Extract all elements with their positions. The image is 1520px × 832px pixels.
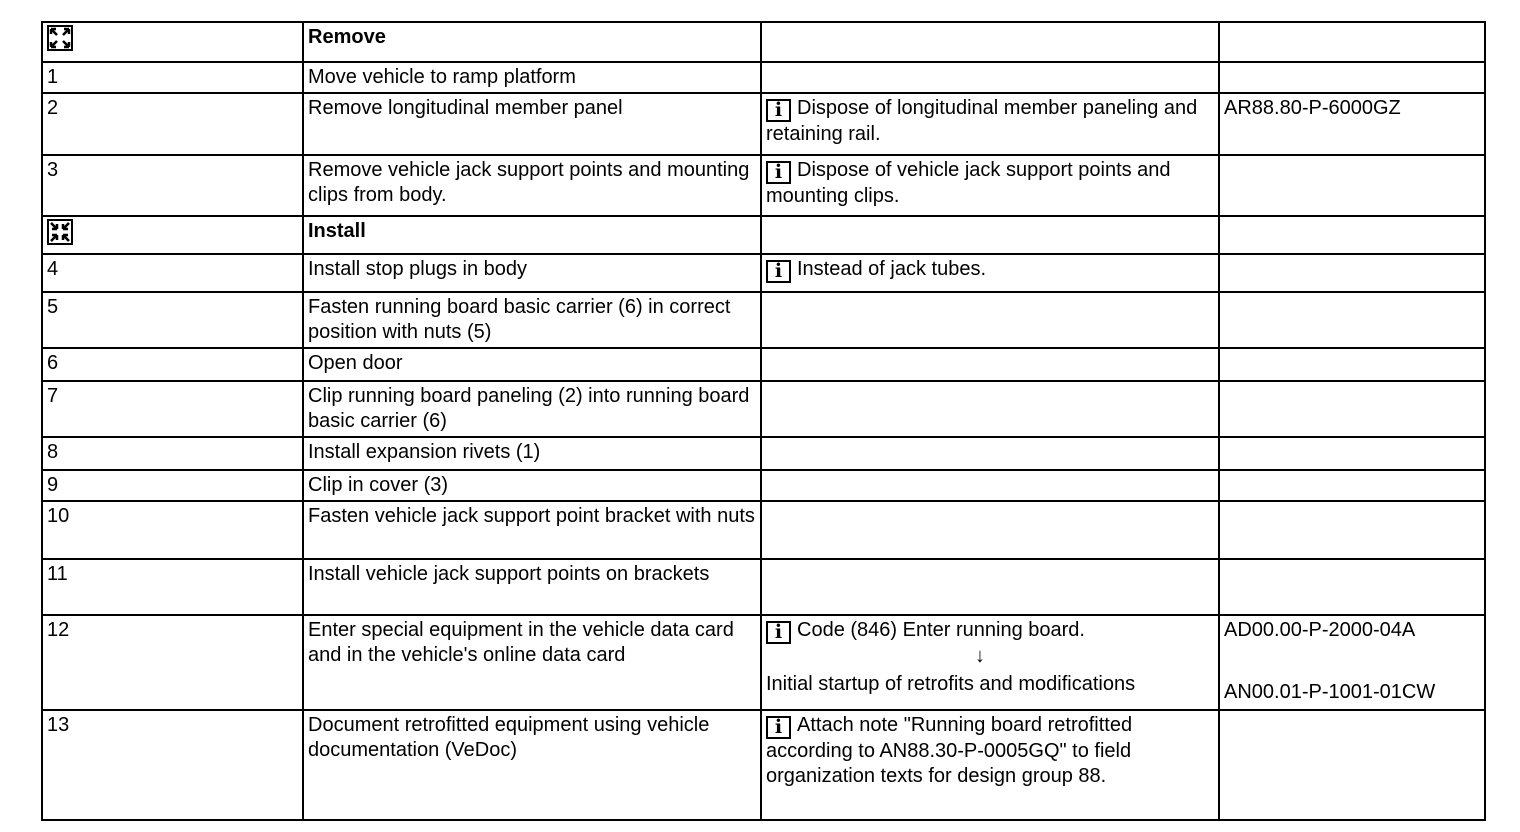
table-row xyxy=(42,559,1485,615)
table-row xyxy=(42,155,1485,216)
remove-section-icon xyxy=(47,25,73,51)
step-number: 1 xyxy=(42,62,303,93)
note-text: Dispose of longitudinal member paneling and retaining rail. xyxy=(766,97,1198,145)
note-text: Dispose of vehicle jack support points and mounting clips. xyxy=(766,159,1171,207)
empty-cell xyxy=(761,470,1219,501)
info-icon: i xyxy=(766,621,791,644)
step-action: Move vehicle to ramp platform xyxy=(303,62,761,93)
step-action: Document retrofitted equipment using vehicle documentation (VeDoc) xyxy=(303,710,761,820)
step-action: Install vehicle jack support points on brackets xyxy=(303,559,761,615)
step-number: 9 xyxy=(42,470,303,501)
step-note xyxy=(761,155,1219,216)
step-number: 6 xyxy=(42,348,303,381)
step-number: 11 xyxy=(42,559,303,615)
step-action: Clip running board paneling (2) into running board basic carrier (6) xyxy=(303,381,761,437)
table-row xyxy=(42,292,1485,348)
table-row xyxy=(42,710,1485,820)
table-row xyxy=(42,93,1485,155)
info-icon: i xyxy=(766,99,791,122)
section-icon-cell xyxy=(42,216,303,254)
note-text: Code (846) Enter running board. xyxy=(797,619,1085,641)
empty-cell xyxy=(761,437,1219,470)
empty-cell xyxy=(761,501,1219,559)
step-note xyxy=(761,254,1219,292)
step-action: Remove longitudinal member panel xyxy=(303,93,761,155)
step-note xyxy=(761,710,1219,820)
reference-link[interactable]: AR88.80-P-6000GZ xyxy=(1219,93,1485,155)
step-number: 7 xyxy=(42,381,303,437)
step-number: 5 xyxy=(42,292,303,348)
step-note xyxy=(761,93,1219,155)
empty-cell xyxy=(761,62,1219,93)
empty-cell xyxy=(761,559,1219,615)
section-row-install xyxy=(42,216,1485,254)
table-row xyxy=(42,615,1485,710)
step-note xyxy=(761,615,1219,710)
table-row xyxy=(42,501,1485,559)
step-number: 8 xyxy=(42,437,303,470)
empty-cell xyxy=(1219,254,1485,292)
step-action: Remove vehicle jack support points and mounting clips from body. xyxy=(303,155,761,216)
empty-cell xyxy=(1219,437,1485,470)
empty-cell xyxy=(1219,348,1485,381)
section-title-install: Install xyxy=(303,216,761,254)
reference-link[interactable]: AD00.00-P-2000-04A xyxy=(1224,619,1416,641)
step-number: 4 xyxy=(42,254,303,292)
empty-cell xyxy=(761,348,1219,381)
empty-cell xyxy=(1219,501,1485,559)
table-row xyxy=(42,470,1485,501)
empty-cell xyxy=(1219,710,1485,820)
empty-cell xyxy=(761,216,1219,254)
empty-cell xyxy=(761,381,1219,437)
info-icon: i xyxy=(766,716,791,739)
step-action: Clip in cover (3) xyxy=(303,470,761,501)
note-text: Attach note "Running board retrofitted according to AN88.30-P-0005GQ" to field organization texts for design group 88. xyxy=(766,714,1133,787)
empty-cell xyxy=(761,292,1219,348)
step-action: Open door xyxy=(303,348,761,381)
empty-cell xyxy=(1219,559,1485,615)
section-row-remove xyxy=(42,22,1485,62)
table-row xyxy=(42,381,1485,437)
reference-cell xyxy=(1219,615,1485,710)
install-section-icon xyxy=(47,219,73,245)
empty-cell xyxy=(1219,381,1485,437)
info-icon: i xyxy=(766,161,791,184)
step-action: Fasten running board basic carrier (6) in correct position with nuts (5) xyxy=(303,292,761,348)
table-row xyxy=(42,437,1485,470)
step-number: 2 xyxy=(42,93,303,155)
empty-cell xyxy=(1219,155,1485,216)
step-action: Fasten vehicle jack support point bracket with nuts xyxy=(303,501,761,559)
empty-cell xyxy=(1219,470,1485,501)
step-action: Install expansion rivets (1) xyxy=(303,437,761,470)
section-title-remove: Remove xyxy=(303,22,761,62)
down-arrow-icon: ↓ xyxy=(975,645,985,667)
info-icon: i xyxy=(766,260,791,283)
note-text: Instead of jack tubes. xyxy=(797,258,987,280)
step-action: Enter special equipment in the vehicle data card and in the vehicle's online data card xyxy=(303,615,761,710)
table-row xyxy=(42,254,1485,292)
empty-cell xyxy=(761,22,1219,62)
section-icon-cell xyxy=(42,22,303,62)
empty-cell xyxy=(1219,292,1485,348)
note-text-secondary: Initial startup of retrofits and modifications xyxy=(766,673,1136,695)
reference-link[interactable]: AN00.01-P-1001-01CW xyxy=(1224,681,1436,703)
step-number: 10 xyxy=(42,501,303,559)
step-number: 12 xyxy=(42,615,303,710)
step-action: Install stop plugs in body xyxy=(303,254,761,292)
table-row xyxy=(42,348,1485,381)
procedure-table xyxy=(41,21,1486,821)
step-number: 13 xyxy=(42,710,303,820)
empty-cell xyxy=(1219,62,1485,93)
step-number: 3 xyxy=(42,155,303,216)
empty-cell xyxy=(1219,22,1485,62)
empty-cell xyxy=(1219,216,1485,254)
table-row xyxy=(42,62,1485,93)
